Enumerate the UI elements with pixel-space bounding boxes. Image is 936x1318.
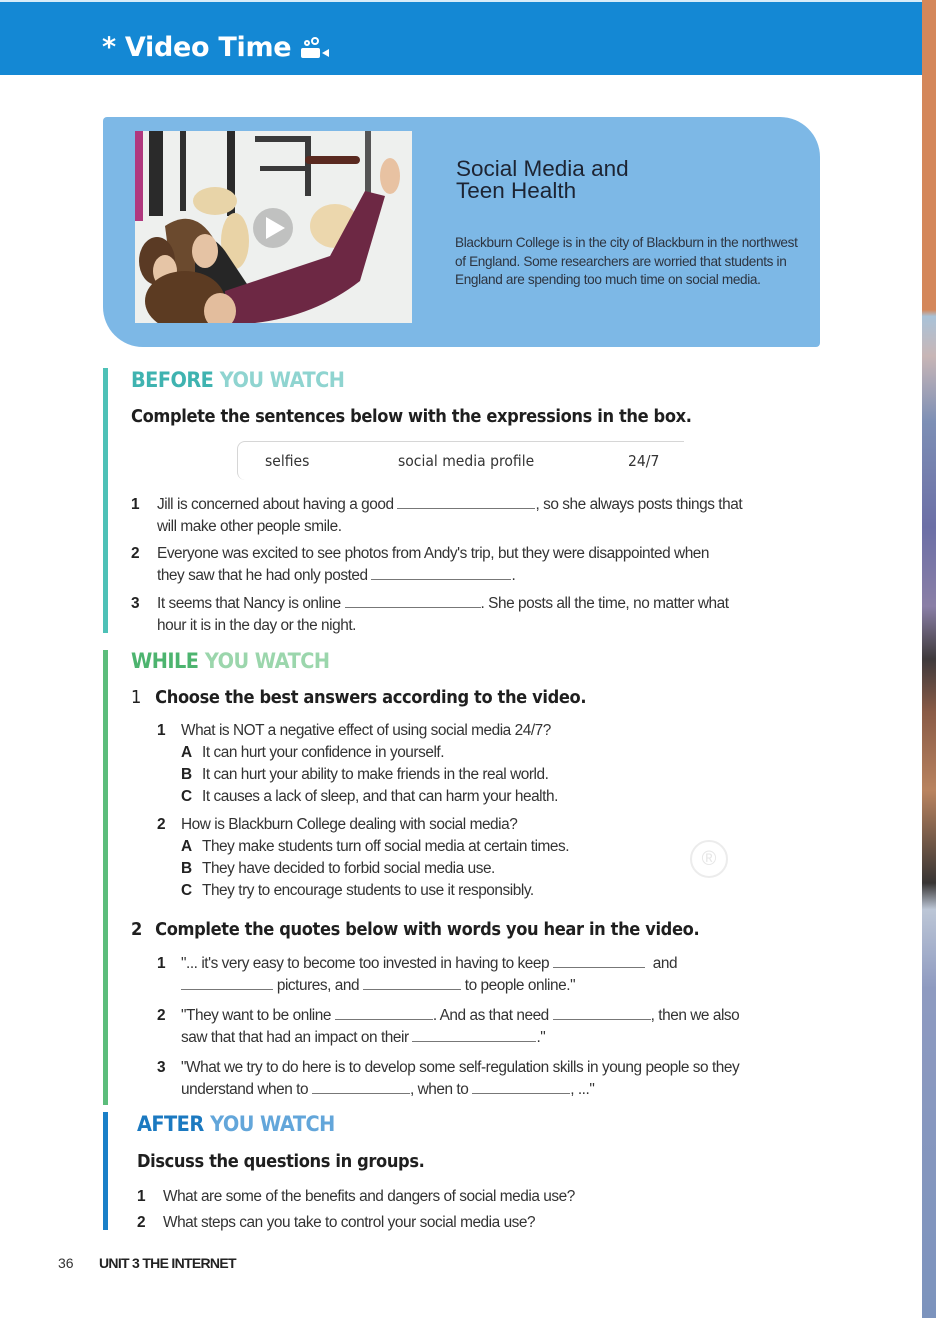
option-letter: A <box>181 744 192 761</box>
option-text: They make students turn off social media at certain times. <box>202 838 570 855</box>
answer-blank[interactable] <box>397 494 535 509</box>
question-number: 2 <box>137 1214 146 1231</box>
while-heading-strong: WHILE <box>131 649 199 673</box>
answer-blank[interactable] <box>412 1027 536 1042</box>
discussion-question <box>137 1186 817 1208</box>
word-box-item: selfies <box>265 452 310 470</box>
video-description: Blackburn College is in the city of Blackburn in the northwest of England. Some researchers are worried that students in England are spending too much time on social media. <box>455 235 798 288</box>
answer-blank[interactable] <box>553 953 645 968</box>
quote-text: . And as that need <box>432 1007 549 1024</box>
answer-blank[interactable] <box>312 1079 410 1094</box>
task-number: 1 <box>131 688 141 708</box>
option-text: They try to encourage students to use it responsibly. <box>202 882 534 899</box>
video-thumbnail[interactable] <box>135 131 412 323</box>
task-number: 2 <box>131 920 142 940</box>
quote-number: 3 <box>157 1059 166 1076</box>
answer-blank[interactable] <box>345 593 481 608</box>
decorative-side-strip <box>922 0 936 1318</box>
quote-text: ." <box>536 1029 546 1046</box>
quote-text: , when to <box>409 1081 469 1098</box>
before-heading <box>131 368 344 392</box>
while-task2-instruction <box>131 920 699 940</box>
before-heading-light: YOU WATCH <box>219 368 345 392</box>
page-title-text: * Video Time <box>102 32 292 63</box>
video-camera-icon <box>301 37 329 59</box>
answer-blank[interactable] <box>181 975 273 990</box>
answer-blank[interactable] <box>472 1079 570 1094</box>
quote-text: "What we try to do here is to develop some self-regulation skills in young people so they <box>181 1059 740 1076</box>
item-text: It seems that Nancy is online <box>157 595 341 612</box>
option-letter: A <box>181 838 192 855</box>
option-text: It causes a lack of sleep, and that can harm your health. <box>202 788 558 805</box>
after-heading-light: YOU WATCH <box>210 1112 335 1136</box>
quote-text: , ..." <box>570 1081 595 1098</box>
while-section-bar <box>103 650 108 1105</box>
before-item <box>131 543 831 587</box>
item-number: 1 <box>131 496 140 513</box>
answer-blank[interactable] <box>335 1005 433 1020</box>
item-text: , so she always posts things that <box>535 496 743 513</box>
after-heading <box>137 1112 335 1136</box>
answer-option[interactable] <box>181 786 817 808</box>
question-number: 2 <box>157 816 166 833</box>
after-heading-strong: AFTER <box>137 1112 204 1136</box>
item-number: 2 <box>131 545 140 562</box>
option-letter: B <box>181 766 192 783</box>
question-text: What are some of the benefits and dangers of social media use? <box>163 1188 575 1205</box>
question-number: 1 <box>137 1188 146 1205</box>
answer-option[interactable] <box>181 880 817 902</box>
item-text: . <box>511 567 516 584</box>
quote-item <box>157 1057 837 1101</box>
question-text: What is NOT a negative effect of using social media 24/7? <box>181 722 551 739</box>
quote-number: 2 <box>157 1007 166 1024</box>
item-number: 3 <box>131 595 140 612</box>
before-item <box>131 593 831 637</box>
answer-blank[interactable] <box>371 565 511 580</box>
quote-text: to people online." <box>464 977 576 994</box>
unit-label: UNIT 3 THE INTERNET <box>99 1255 236 1271</box>
quote-number: 1 <box>157 955 166 972</box>
option-letter: C <box>181 882 192 899</box>
word-box-item: social media profile <box>398 452 535 470</box>
option-text: It can hurt your ability to make friends in the real world. <box>202 766 549 783</box>
discussion-question <box>137 1212 817 1234</box>
option-text: It can hurt your confidence in yourself. <box>202 744 445 761</box>
video-thumbnail-image <box>135 131 412 323</box>
question-text: What steps can you take to control your social media use? <box>163 1214 536 1231</box>
item-text: will make other people smile. <box>157 518 342 535</box>
option-letter: C <box>181 788 192 805</box>
video-title-line2: Teen Health <box>456 178 577 203</box>
while-task1-instruction <box>131 688 586 708</box>
item-text: . She posts all the time, no matter what <box>480 595 729 612</box>
question-number: 1 <box>157 722 166 739</box>
item-text: Jill is concerned about having a good <box>157 496 394 513</box>
video-title-line1: Social Media and <box>456 156 629 181</box>
before-item <box>131 494 821 538</box>
item-text: they saw that he had only posted <box>157 567 368 584</box>
quote-item <box>157 1005 837 1049</box>
option-letter: B <box>181 860 192 877</box>
video-title <box>456 158 756 202</box>
before-instruction: Complete the sentences below with the expressions in the box. <box>131 407 692 427</box>
after-section-bar <box>103 1112 108 1230</box>
answer-blank[interactable] <box>553 1005 651 1020</box>
quote-text: understand when to <box>181 1081 309 1098</box>
before-heading-strong: BEFORE <box>131 368 214 392</box>
quote-text: "... it's very easy to become too invested in having to keep <box>181 955 550 972</box>
before-section-bar <box>103 368 108 633</box>
task-instruction: Choose the best answers according to the video. <box>155 688 587 708</box>
quote-item <box>157 953 837 997</box>
answer-option[interactable] <box>181 742 817 764</box>
task-instruction: Complete the quotes below with words you hear in the video. <box>155 920 700 940</box>
quote-text: , then we also <box>650 1007 740 1024</box>
quote-text: saw that that had an impact on their <box>181 1029 409 1046</box>
page-title <box>102 32 329 63</box>
while-heading-light: YOU WATCH <box>204 649 330 673</box>
quote-text: and <box>652 955 678 972</box>
page-number: 36 <box>58 1255 74 1271</box>
registered-watermark: ® <box>690 840 728 878</box>
option-text: They have decided to forbid social media use. <box>202 860 495 877</box>
answer-option[interactable] <box>181 764 817 786</box>
item-text: Everyone was excited to see photos from Andy's trip, but they were disappointed when <box>157 545 710 562</box>
question-text: How is Blackburn College dealing with social media? <box>181 816 518 833</box>
after-instruction: Discuss the questions in groups. <box>137 1152 425 1172</box>
while-heading <box>131 649 329 673</box>
quote-text: "They want to be online <box>181 1007 331 1024</box>
item-text: hour it is in the day or the night. <box>157 617 356 634</box>
word-box-item: 24/7 <box>628 452 660 470</box>
answer-blank[interactable] <box>363 975 461 990</box>
quote-text: pictures, and <box>276 977 360 994</box>
question <box>157 720 817 808</box>
